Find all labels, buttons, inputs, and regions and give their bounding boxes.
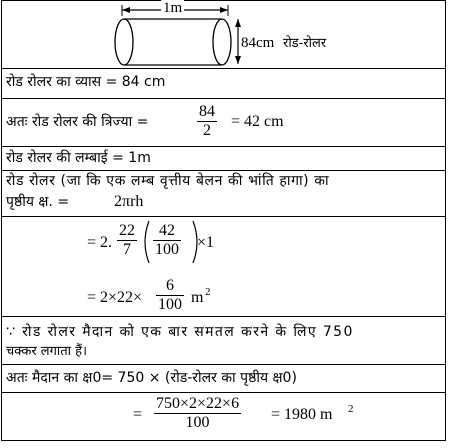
row-radius [1,98,446,146]
diameter-line: रोड रोलर का व्यास = 84 cm [6,74,166,90]
step1-f2-denominator: 100 [155,241,179,258]
final-exponent: 2 [348,403,354,415]
radius-result: = 42 cm [231,113,284,130]
field-area-line: अतः मैदान का क्ष0= 750 × (रोड-रोलर का पृष्ठीय क्ष0) [6,370,297,386]
height-label: 84cm [241,35,275,51]
radius-numerator: 84 [199,103,215,120]
rounds-line-1: ∵ रोड रोलर मैदान को एक बार समतल करने के लिए 750 [6,324,354,340]
final-denominator: 100 [154,413,241,432]
final-fraction [154,395,241,432]
surface-formula: 2πrh [114,193,144,210]
final-numerator: 750×2×22×6 [156,395,240,412]
row-rounds [1,316,446,364]
row-steps [1,216,446,316]
step1-suffix: ×1 [197,234,215,251]
step1-f1-numerator: 22 [119,222,135,239]
rounds-line-2: चक्कर लगाता हैं। [6,344,88,359]
step2-prefix: = 2×22× [87,289,143,306]
step1-prefix: = 2. [87,234,113,251]
surface-formula-label: पृष्ठीय क्ष. = [6,194,70,210]
final-result: = 1980 m [271,406,333,423]
step2-exponent: 2 [205,286,211,298]
row-field-area [1,364,446,392]
step1-f2-numerator: 42 [159,222,175,239]
step1-f1-denominator: 7 [117,240,137,259]
radius-fraction [197,103,217,140]
length-label: 1m [163,0,183,16]
radius-prefix: अतः रोड रोलर की त्रिज्या = [6,114,149,130]
step2-numerator: 6 [166,277,174,294]
radius-denominator: 2 [197,121,217,140]
row-diameter [1,68,446,98]
step2-suffix: m [191,289,204,306]
row-length [1,146,446,170]
surface-intro: रोड रोलर (जा कि एक लम्ब वृत्तीय बेलन की भांति हागा) का [6,173,330,189]
row-surface [1,170,446,216]
length-line: रोड रोलर की लम्बाई = 1m [6,150,151,166]
row-final [1,392,446,441]
roller-figure [100,2,360,66]
final-prefix: = [133,406,143,423]
step2-denominator: 100 [158,296,182,313]
step2-fraction [156,277,184,314]
step1-fraction-1 [117,222,137,259]
cylinder-diagram [100,2,360,66]
step1-fraction-2 [153,222,181,259]
object-label: रोड-रोलर [283,36,327,51]
